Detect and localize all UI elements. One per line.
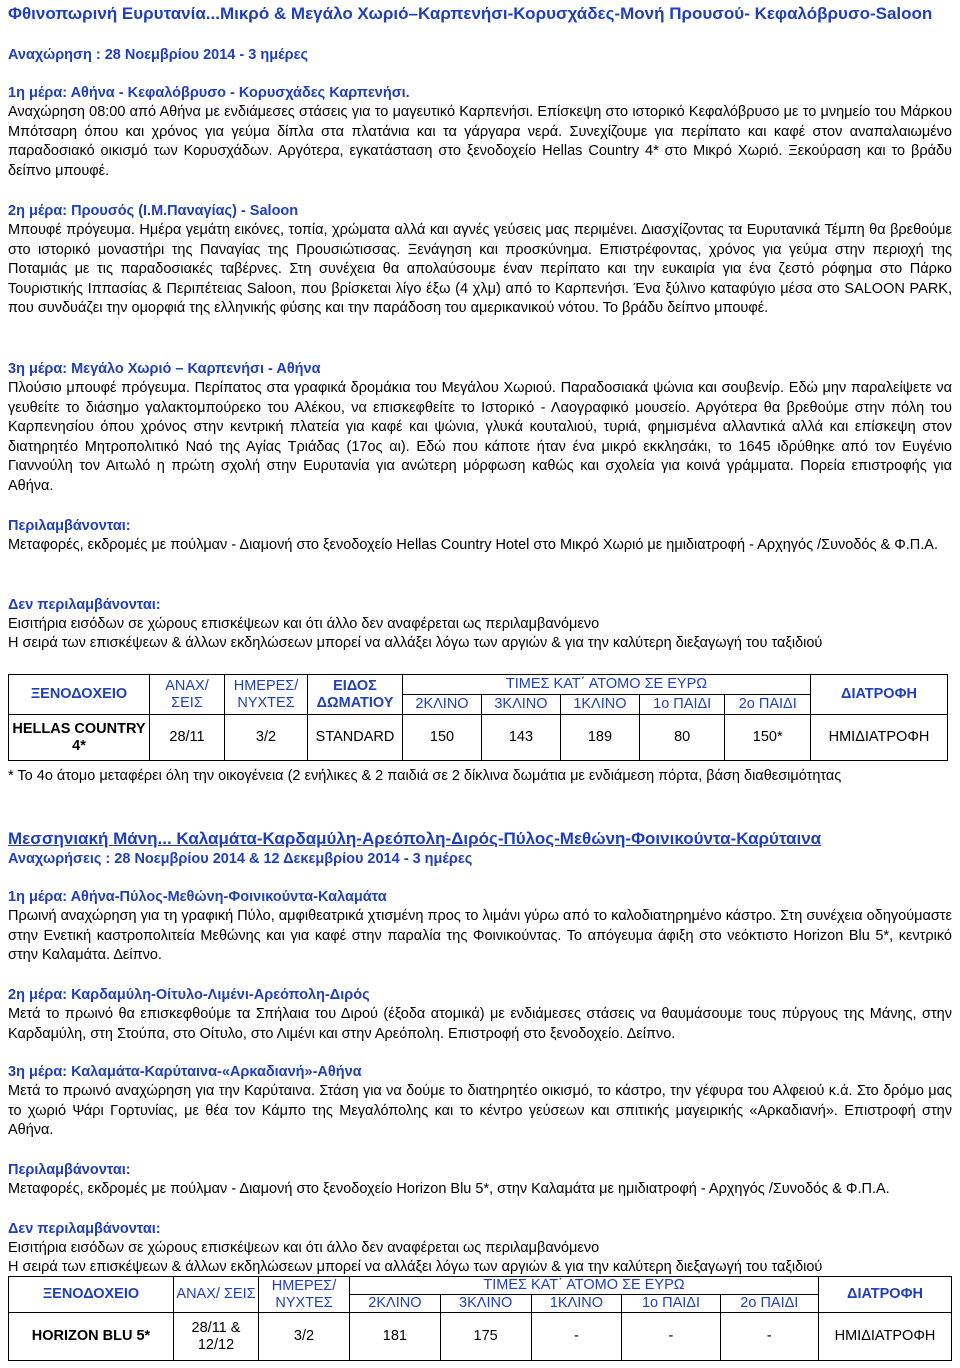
col-prices-header: ΤΙΜΕΣ ΚΑΤ΄ ΑΤΟΜΟ ΣΕ ΕΥΡΩ: [403, 675, 811, 695]
trip2-not-included-heading: Δεν περιλαμβάνονται:: [8, 1221, 161, 1237]
price-2bed-cell: 181: [350, 1313, 441, 1361]
price-3bed-cell: 143: [481, 715, 560, 761]
col-room-header: ΕΙΔΟΣ ΔΩΜΑΤΙΟΥ: [308, 675, 403, 715]
col-3bed-header: 3ΚΛΙΝΟ: [440, 1295, 531, 1313]
trip1-day1-heading: 1η μέρα: Αθήνα - Κεφαλόβρυσο - Κορυσχάδες Καρπενήσι.: [8, 85, 410, 101]
price-1bed-cell: -: [531, 1313, 622, 1361]
nights-cell: 3/2: [225, 715, 308, 761]
trip1-day1-text: Αναχώρηση 08:00 από Αθήνα με ενδιάμεσες στάσεις για το μαγευτικό Καρπενήσι. Επίσκεψη στο ιστορικό Κεφαλόβρυσο με το μνημείο του Μάρκου Μπότσαρη όπου και χρόνος για γεύμα δίπλα στα πλατάνια και τα γάργαρα νερά. Συνεχίζουμε για περίπατο και καφέ στον αναπαλαιωμένο παραδοσιακό οικισμό των Κορυσχάδων. Αργότερα, εγκατάσταση στο ξενοδοχείο Hellas Country 4* στο Μικρό Χωριό. Ξεκούραση και το βράδυ δείπνο μπουφέ.: [8, 104, 952, 179]
trip1-price-table: [8, 674, 948, 761]
col-2bed-header: 2ΚΛΙΝΟ: [350, 1295, 441, 1313]
col-1bed-header: 1ΚΛΙΝΟ: [531, 1295, 622, 1313]
price-1bed-cell: 189: [560, 715, 639, 761]
col-board-header: ΔΙΑΤΡΟΦΗ: [811, 675, 948, 715]
trip2-not-included-line1: Εισιτήρια εισόδων σε χώρους επισκέψεων και ότι άλλο δεν αναφέρεται ως περιλαμβανόμενο: [8, 1240, 600, 1256]
col-nights-header: ΗΜΕΡΕΣ/ ΝΥΧΤΕΣ: [225, 675, 308, 715]
nights-cell: 3/2: [259, 1313, 350, 1361]
trip1-included-heading: Περιλαμβάνονται:: [8, 518, 131, 534]
price-child2-cell: -: [720, 1313, 818, 1361]
col-nights-header: ΗΜΕΡΕΣ/ ΝΥΧΤΕΣ: [259, 1277, 350, 1313]
price-2bed-cell: 150: [403, 715, 482, 761]
col-departures-header: ΑΝΑΧ/ ΣΕΙΣ: [174, 1277, 259, 1313]
trip1-not-included-heading: Δεν περιλαμβάνονται:: [8, 597, 161, 613]
departure-cell: 28/11 & 12/12: [174, 1313, 259, 1361]
table-row: [9, 1313, 952, 1361]
trip1-day2-heading: 2η μέρα: Προυσός (Ι.Μ.Παναγίας) - Saloon: [8, 203, 299, 219]
trip1-footnote: * Το 4ο άτομο μεταφέρει όλη την οικογένεια (2 ενήλικες & 2 παιδιά σε 2 δίκλινα δωμάτια με ενδιάμεση πόρτα, βάση διαθεσιμότητας: [8, 768, 842, 784]
col-child2-header: 2ο ΠΑΙΔΙ: [725, 695, 811, 715]
trip2-price-table: [8, 1276, 952, 1361]
trip2-day1-heading: 1η μέρα: Αθήνα-Πύλος-Μεθώνη-Φοινικούντα-Καλαμάτα: [8, 889, 387, 905]
col-departures-header: ΑΝΑΧ/ ΣΕΙΣ: [150, 675, 225, 715]
trip2-not-included-line2: Η σειρά των επισκέψεων & άλλων εκδηλώσεων μπορεί να αλλάξει λόγω των αργιών & για την καλύτερη διεξαγωγή του ταξιδιού: [8, 1259, 823, 1275]
table-row: [9, 715, 948, 761]
trip2-day3-text: Μετά το πρωινό αναχώρηση για την Καρύταινα. Στάση για να δούμε το διατηρητέο οικισμό, το κάστρο, την γέφυρα του Αλφειού κ.ά. Στο δρόμο μας το χωριό Ψάρι Γορτυνίας, με θέα τον Κάμπο της Μεγαλόπολης και το κέντρο γεύσεων και σπιτικής μαγειρικής «Αρκαδιανή». Επιστροφή στην Αθήνα.: [8, 1083, 952, 1138]
trip1-not-included-line2: Η σειρά των επισκέψεων & άλλων εκδηλώσεων μπορεί να αλλάξει λόγω των αργιών & για την καλύτερη διεξαγωγή του ταξιδιού: [8, 635, 823, 651]
board-cell: ΗΜΙΔΙΑΤΡΟΦΗ: [811, 715, 948, 761]
trip2-day3-heading: 3η μέρα: Καλαμάτα-Καρύταινα-«Αρκαδιανή»-Αθήνα: [8, 1064, 362, 1080]
hotel-cell: HORIZON BLU 5*: [9, 1313, 174, 1361]
trip2-day2-text: Μετά το πρωινό θα επισκεφθούμε τα Σπήλαια του Διρού (έξοδα ατομικά) με ενδιάμεσες στάσεις να θαυμάσουμε τους πύργους της Μάνης, στην Καρδαμύλη, στη Στούπα, στο Οίτυλο, στο Λιμένι και στην Αρεόπολη. Επιστροφή στο ξενοδοχείο. Δείπνο.: [8, 1006, 952, 1042]
price-3bed-cell: 175: [440, 1313, 531, 1361]
col-1bed-header: 1ΚΛΙΝΟ: [560, 695, 639, 715]
col-2bed-header: 2ΚΛΙΝΟ: [403, 695, 482, 715]
trip1-day3-text: Πλούσιο μπουφέ πρόγευμα. Περίπατος στα γραφικά δρομάκια του Μεγάλου Χωριού. Παραδοσιακά ψώνια και σουβενίρ. Εδώ μην παραλείψετε να γευθείτε το διάσημο γαλακτομπούρεκο του Αλέκου, να επισκεφθείτε το Ιστορικό - Λαογραφικό μουσείο. Αργότερα θα βρεθούμε στην πόλη του Καρπενησίου όπου χρόνος στην κεντρική πλατεία για καφέ και ψώνια, γλυκά κουταλιού, τυριά, φημισμένα αλλαντικά αλλά και επίσκεψη στον διατηρητέο Μητροπολιτικό Ναό της Αγίας Τριάδας (17ος αι). Εδώ που κάποτε ήταν ένα μικρό εκκλησάκι, το 1645 ιδρύθηκε από τον Ευγένιο Γιαννούλη τον Αιτωλό η πρώτη σχολή στην Ευρυτανία για ανώτερη μόρφωση καθώς και σχολεία για κοινά γράμματα. Πορεία επιστροφής για Αθήνα.: [8, 380, 952, 494]
departure-cell: 28/11: [150, 715, 225, 761]
room-cell: STANDARD: [308, 715, 403, 761]
trip1-included-text: Μεταφορές, εκδρομές με πούλμαν - Διαμονή στο ξενοδοχείο Hellas Country Hotel στο Μικρό Χωριό με ημιδιατροφή - Αρχηγός /Συνοδός & Φ.Π.Α.: [8, 537, 938, 553]
col-child1-header: 1ο ΠΑΙΔΙ: [622, 1295, 720, 1313]
price-child1-cell: -: [622, 1313, 720, 1361]
trip1-departure: Αναχώρηση : 28 Νοεμβρίου 2014 - 3 ημέρες: [8, 47, 309, 63]
trip1-day2-text: Μπουφέ πρόγευμα. Ημέρα γεμάτη εικόνες, τοπία, χρώματα αλλά και αγνές γεύσεις μας περιμένει. Διασχίζοντας τα Ευρυτανικά Τέμπη θα βρεθούμε στο ιστορικό μοναστήρι της Παναγίας της Προυσιώτισσας. Ξενάγηση και προσκύνημα. Επιστρέφοντας, χρόνος για γεύμα στην περιοχή της Ποταμιάς με τις παραδοσιακές ταβέρνες. Στη συνέχεια θα απολαύσουμε έναν περίπατο και την ευκαιρία για ένα ζεστό ρόφημα στο Πάρκο Τουριστικής Ιππασίας & Περιπέτειας Saloon, που βρίσκεται λίγο έξω (4 χλμ) από το Καρπενήσι. Ένα ξύλινο καταφύγιο μέσα στο SALOON PARK, που συνδυάζει την ομορφιά της ελληνικής φύσης και την παράδοση του αμερικανικού νότου. Το βράδυ δείπνο μπουφέ.: [8, 222, 952, 316]
trip1-title: Φθινοπωρινή Ευρυτανία...Μικρό & Μεγάλο Χωριό–Καρπενήσι-Κορυσχάδες-Μονή Προυσού- Κεφαλόβρυσο-Saloon: [8, 4, 933, 23]
col-child2-header: 2ο ΠΑΙΔΙ: [720, 1295, 818, 1313]
board-cell: ΗΜΙΔΙΑΤΡΟΦΗ: [819, 1313, 952, 1361]
col-board-header: ΔΙΑΤΡΟΦΗ: [819, 1277, 952, 1313]
col-3bed-header: 3ΚΛΙΝΟ: [481, 695, 560, 715]
trip2-day2-heading: 2η μέρα: Καρδαμύλη-Οίτυλο-Λιμένι-Αρεόπολη-Διρός: [8, 987, 370, 1003]
trip2-departure: Αναχωρήσεις : 28 Νοεμβρίου 2014 & 12 Δεκεμβρίου 2014 - 3 ημέρες: [8, 851, 473, 867]
col-prices-header: ΤΙΜΕΣ ΚΑΤ΄ ΑΤΟΜΟ ΣΕ ΕΥΡΩ: [350, 1277, 819, 1295]
trip2-included-heading: Περιλαμβάνονται:: [8, 1162, 131, 1178]
trip2-day1-text: Πρωινή αναχώρηση για τη γραφική Πύλο, αμφιθεατρικά χτισμένη προς το λιμάνι γύρω από το καλοδιατηρημένο κάστρο. Στη συνέχεια οδηγούμαστε στην Ενετική καστροπολιτεία Μεθώνης και για καφέ στην παραλία της Φοινικούντας. Το απόγευμα άφιξη στο νεόκτιστο Horizon Blu 5*, κεντρικό στην Καλαμάτα. Δείπνο.: [8, 908, 952, 963]
col-hotel-header: ΞΕΝΟΔΟΧΕΙΟ: [9, 675, 150, 715]
hotel-cell: HELLAS COUNTRY 4*: [9, 715, 150, 761]
col-hotel-header: ΞΕΝΟΔΟΧΕΙΟ: [9, 1277, 174, 1313]
price-child1-cell: 80: [639, 715, 725, 761]
col-child1-header: 1ο ΠΑΙΔΙ: [639, 695, 725, 715]
trip1-day3-heading: 3η μέρα: Μεγάλο Χωριό – Καρπενήσι - Αθήνα: [8, 361, 321, 377]
trip2-included-text: Μεταφορές, εκδρομές με πούλμαν - Διαμονή στο ξενοδοχείο Horizon Blu 5*, στην Καλαμάτα με ημιδιατροφή - Αρχηγός /Συνοδός & Φ.Π.Α.: [8, 1181, 890, 1197]
price-child2-cell: 150*: [725, 715, 811, 761]
trip2-title: Μεσσηνιακή Μάνη... Καλαμάτα-Καρδαμύλη-Αρεόπολη-Διρός-Πύλος-Μεθώνη-Φοινικούντα-Καρύταινα: [8, 829, 822, 848]
trip1-not-included-line1: Εισιτήρια εισόδων σε χώρους επισκέψεων και ότι άλλο δεν αναφέρεται ως περιλαμβανόμενο: [8, 616, 600, 632]
